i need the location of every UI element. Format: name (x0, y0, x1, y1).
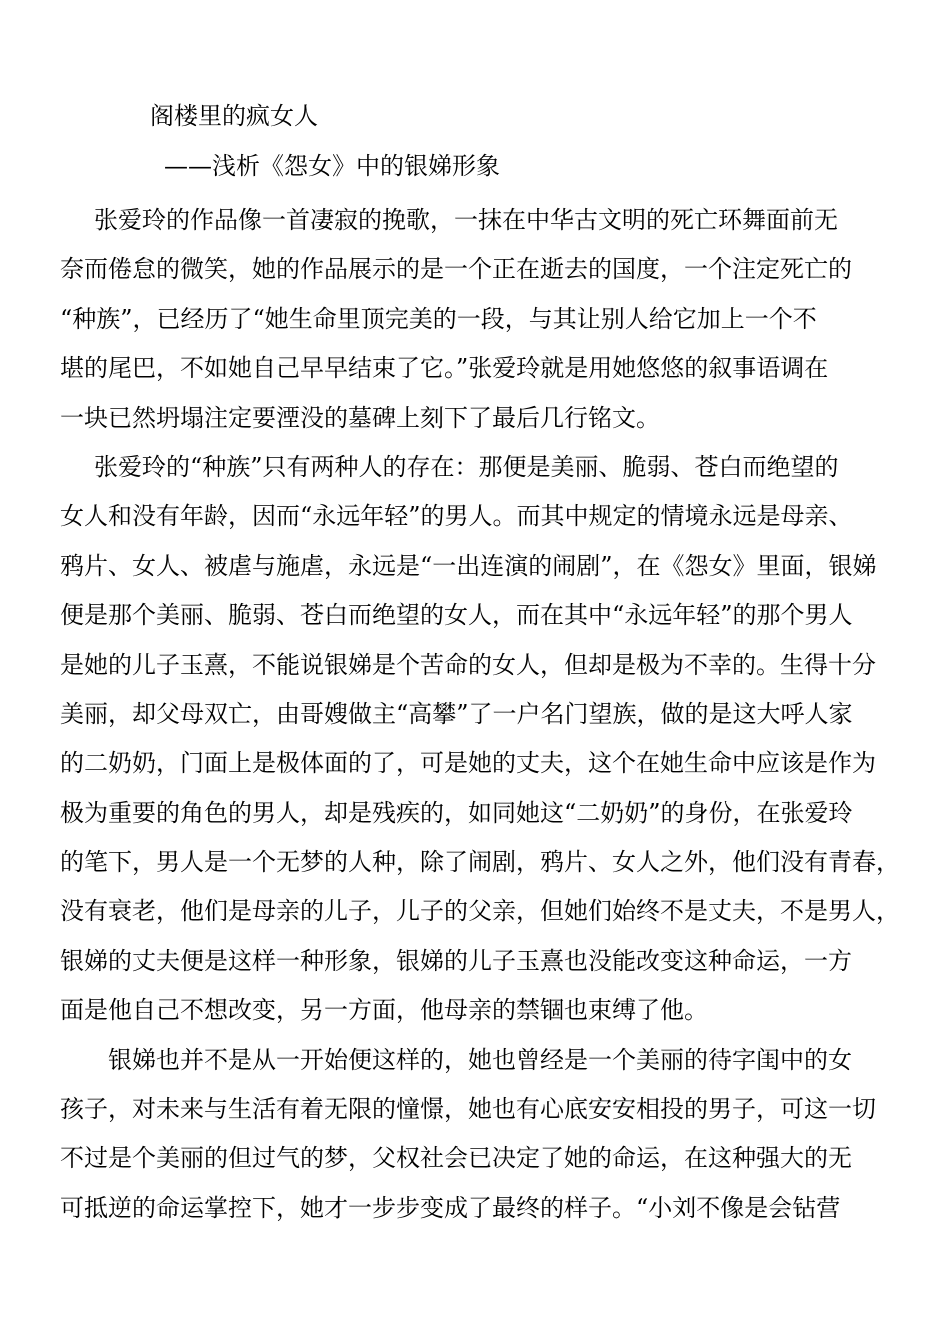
paragraph-2 (60, 443, 900, 1036)
text-line: 不过是个美丽的但过气的梦，父权社会已决定了她的命运，在这种强大的无 (60, 1144, 852, 1173)
text-line: 便是那个美丽、脆弱、苍白而绝望的女人，而在其中“永远年轻”的那个男人 (60, 601, 853, 630)
text-line: 张爱玲的“种族”只有两种人的存在：那便是美丽、脆弱、苍白而绝望的 (94, 452, 839, 481)
text-line: 美丽，却父母双亡，由哥嫂做主“高攀”了一户名门望族，做的是这大呼人家 (60, 699, 853, 728)
text-line: 孩子，对未来与生活有着无限的憧憬，她也有心底安安相投的男子，可这一切 (60, 1095, 876, 1124)
article-body (60, 196, 900, 1233)
text-line: 的笔下，男人是一个无梦的人种，除了闹剧，鸦片、女人之外，他们没有青春， (60, 848, 900, 877)
article-title: 阁楼里的疯女人 (150, 102, 318, 130)
text-line: 银娣也并不是从一开始便这样的，她也曾经是一个美丽的待字闺中的女 (108, 1045, 852, 1074)
text-line: 没有衰老，他们是母亲的儿子，儿子的父亲，但她们始终不是丈夫，不是男人， (60, 897, 900, 926)
text-line: 奈而倦怠的微笑，她的作品展示的是一个正在逝去的国度，一个注定死亡的 (60, 255, 852, 284)
text-line: 一块已然坍塌注定要湮没的墓碑上刻下了最后几行铭文。 (60, 403, 660, 432)
paragraph-1 (60, 196, 900, 443)
text-line: 的二奶奶，门面上是极体面的了，可是她的丈夫，这个在她生命中应该是作为 (60, 749, 876, 778)
paragraph-3 (60, 1036, 900, 1234)
text-line: 张爱玲的作品像一首凄寂的挽歌，一抹在中华古文明的死亡环舞面前无 (94, 206, 838, 234)
text-line: 银娣的丈夫便是这样一种形象，银娣的儿子玉熹也没能改变这种命运，一方 (60, 946, 852, 975)
text-line: 鸦片、女人、被虐与施虐，永远是“一出连演的闹剧”，在《怨女》里面，银娣 (60, 551, 877, 580)
text-line: 女人和没有年龄，因而“永远年轻”的男人。而其中规定的情境永远是母亲、 (60, 502, 853, 531)
text-line: 面是他自己不想改变，另一方面，他母亲的禁锢也束缚了他。 (60, 996, 708, 1025)
text-line: “种族”，已经历了“她生命里顶完美的一段，与其让别人给它加上一个不 (60, 304, 817, 333)
text-line: 可抵逆的命运掌控下，她才一步步变成了最终的样子。“小刘不像是会钻营 (60, 1193, 841, 1222)
text-line: 极为重要的角色的男人，却是残疾的，如同她这“二奶奶”的身份，在张爱玲 (60, 798, 853, 827)
text-line: 是她的儿子玉熹，不能说银娣是个苦命的女人，但却是极为不幸的。生得十分 (60, 650, 876, 679)
article-subtitle: ——浅析《怨女》中的银娣形象 (164, 152, 500, 180)
text-line: 堪的尾巴，不如她自己早早结束了它。”张爱玲就是用她悠悠的叙事语调在 (60, 354, 829, 383)
